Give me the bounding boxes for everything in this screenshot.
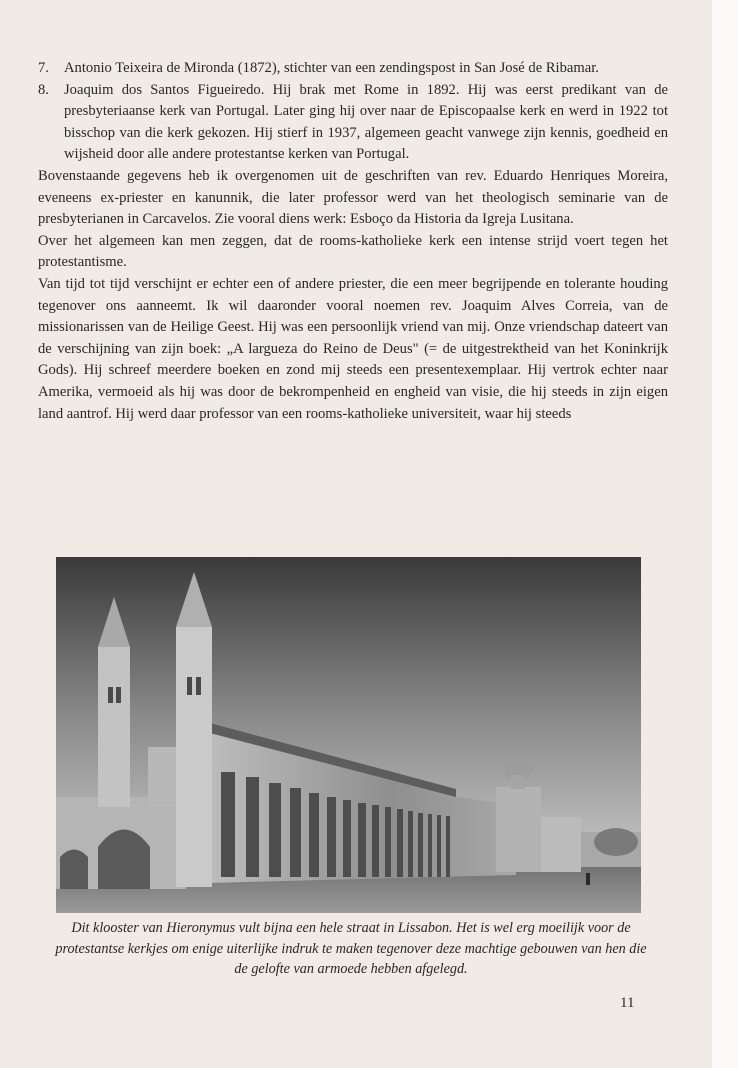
footnote-8 [38, 80, 668, 166]
photo-caption: Dit klooster van Hieronymus vult bijna een hele straat in Lissabon. Het is wel erg moeilijk voor de protestantse kerkjes om enige uiterlijke indruk te maken tegenover deze machtige gebouwen van hen die de gelofte van armoede hebben afgelegd. [55, 920, 647, 977]
page-edge-strip [712, 0, 738, 1068]
monastery-illustration [56, 557, 641, 913]
footnote-number: 7. [38, 60, 49, 76]
paragraph-correia: Van tijd tot tijd verschijnt er echter een of andere priester, die een meer begrijpende en tolerante houding tegenover ons aanneemt. Ik wil daaronder vooral noemen rev. Joaquim Alves Correia, van de missionarissen van de Heilige Geest. Hij was een persoonlijk vriend van mij. Onze vriendschap dateert van de verschijning van zijn boek: „A largueza do Reino de Deus" (= de uitgestrektheid van het Koninkrijk Gods). Hij schreef meerdere boeken en zond mij steeds een presentexemplaar. Hij vertrok echter naar Amerika, vermoeid als hij was door de bekrompenheid en engheid van visie, die hij steeds in zijn eigen land aantrof. Hij werd daar professor van een rooms-katholieke universiteit, waar hij steeds [38, 275, 668, 422]
page-number: 11 [620, 995, 635, 1011]
footnote-text: Antonio Teixeira de Mironda (1872), stichter van een zendingspost in San José de Ribamar. [64, 60, 599, 76]
monastery-photo [56, 557, 641, 913]
paragraph-sources: Bovenstaande gegevens heb ik overgenomen uit de geschriften van rev. Eduardo Henriques Moreira, eveneens ex-priester en kanunnik, die later professor werd van het theologisch seminarie van de presbyterianen in Carcavelos. Zie vooral diens werk: Esboço da Historia da Igreja Lusitana. [38, 167, 668, 228]
body-text [38, 58, 668, 425]
paragraph-struggle: Over het algemeen kan men zeggen, dat de rooms-katholieke kerk een intense strijd voert tegen het protestantisme. [38, 232, 668, 271]
footnote-text: Joaquim dos Santos Figueiredo. Hij brak met Rome in 1892. Hij was eerst predikant van de presbyteriaanse kerk van Portugal. Later ging hij over naar de Episcopaalse kerk en werd in 1922 tot bisschop van die kerk gekozen. Hij stierf in 1937, algemeen geacht vanwege zijn kennis, goedheid en wijsheid door alle andere protestantse kerken van Portugal. [64, 81, 668, 163]
footnote-number: 8. [38, 81, 49, 98]
footnote-7 [38, 58, 668, 80]
